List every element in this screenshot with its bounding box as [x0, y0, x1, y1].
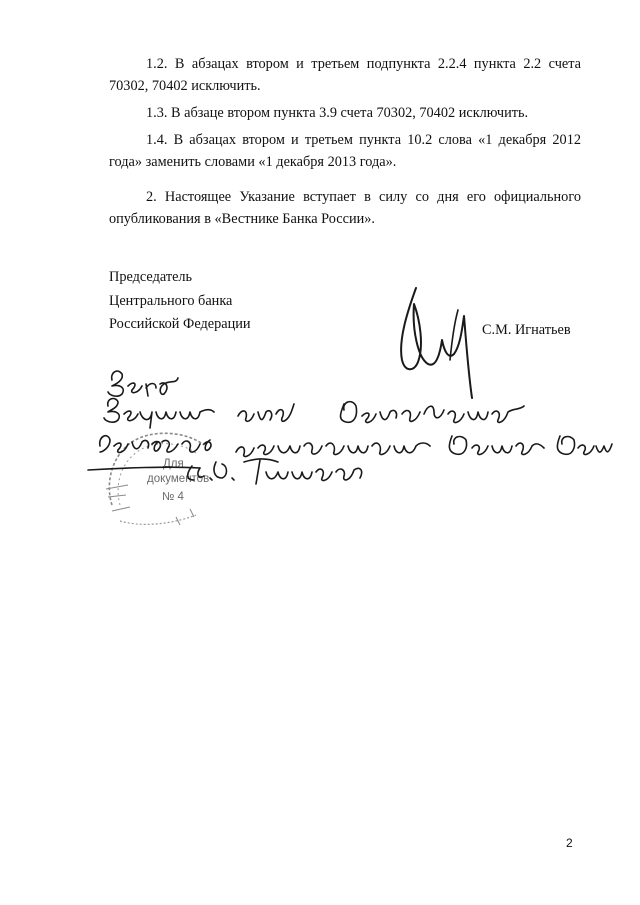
signatory-title — [109, 266, 251, 337]
stamp-text-line-1: Для — [163, 458, 184, 470]
paragraph-2: 2. Настоящее Указание вступает в силу со дня его официального опубликования в «Вестнике Банка России». — [109, 189, 581, 227]
signatory-title-line-3: Российской Федерации — [109, 316, 251, 332]
handwritten-certification — [0, 360, 640, 560]
page-number: 2 — [566, 836, 573, 850]
paragraph-1-2: 1.2. В абзацах втором и третьем подпункта 2.2.4 пункта 2.2 счета 70302, 70402 исключить. — [109, 56, 581, 94]
stamp-text-line-3: № 4 — [162, 491, 184, 503]
signatory-title-line-1: Председатель — [109, 269, 193, 285]
paragraph-1-4: 1.4. В абзацах втором и третьем пункта 10.2 слова «1 декабря 2012 года» заменить словами «1 декабря 2013 года». — [109, 132, 581, 170]
signatory-title-line-2: Центрального банка — [109, 292, 233, 309]
paragraph-1-3: 1.3. В абзаце втором пункта 3.9 счета 70302, 70402 исключить. — [146, 105, 529, 121]
signatory-name: С.М. Игнатьев — [482, 322, 571, 338]
stamp-text-line-2: документов — [147, 473, 210, 485]
